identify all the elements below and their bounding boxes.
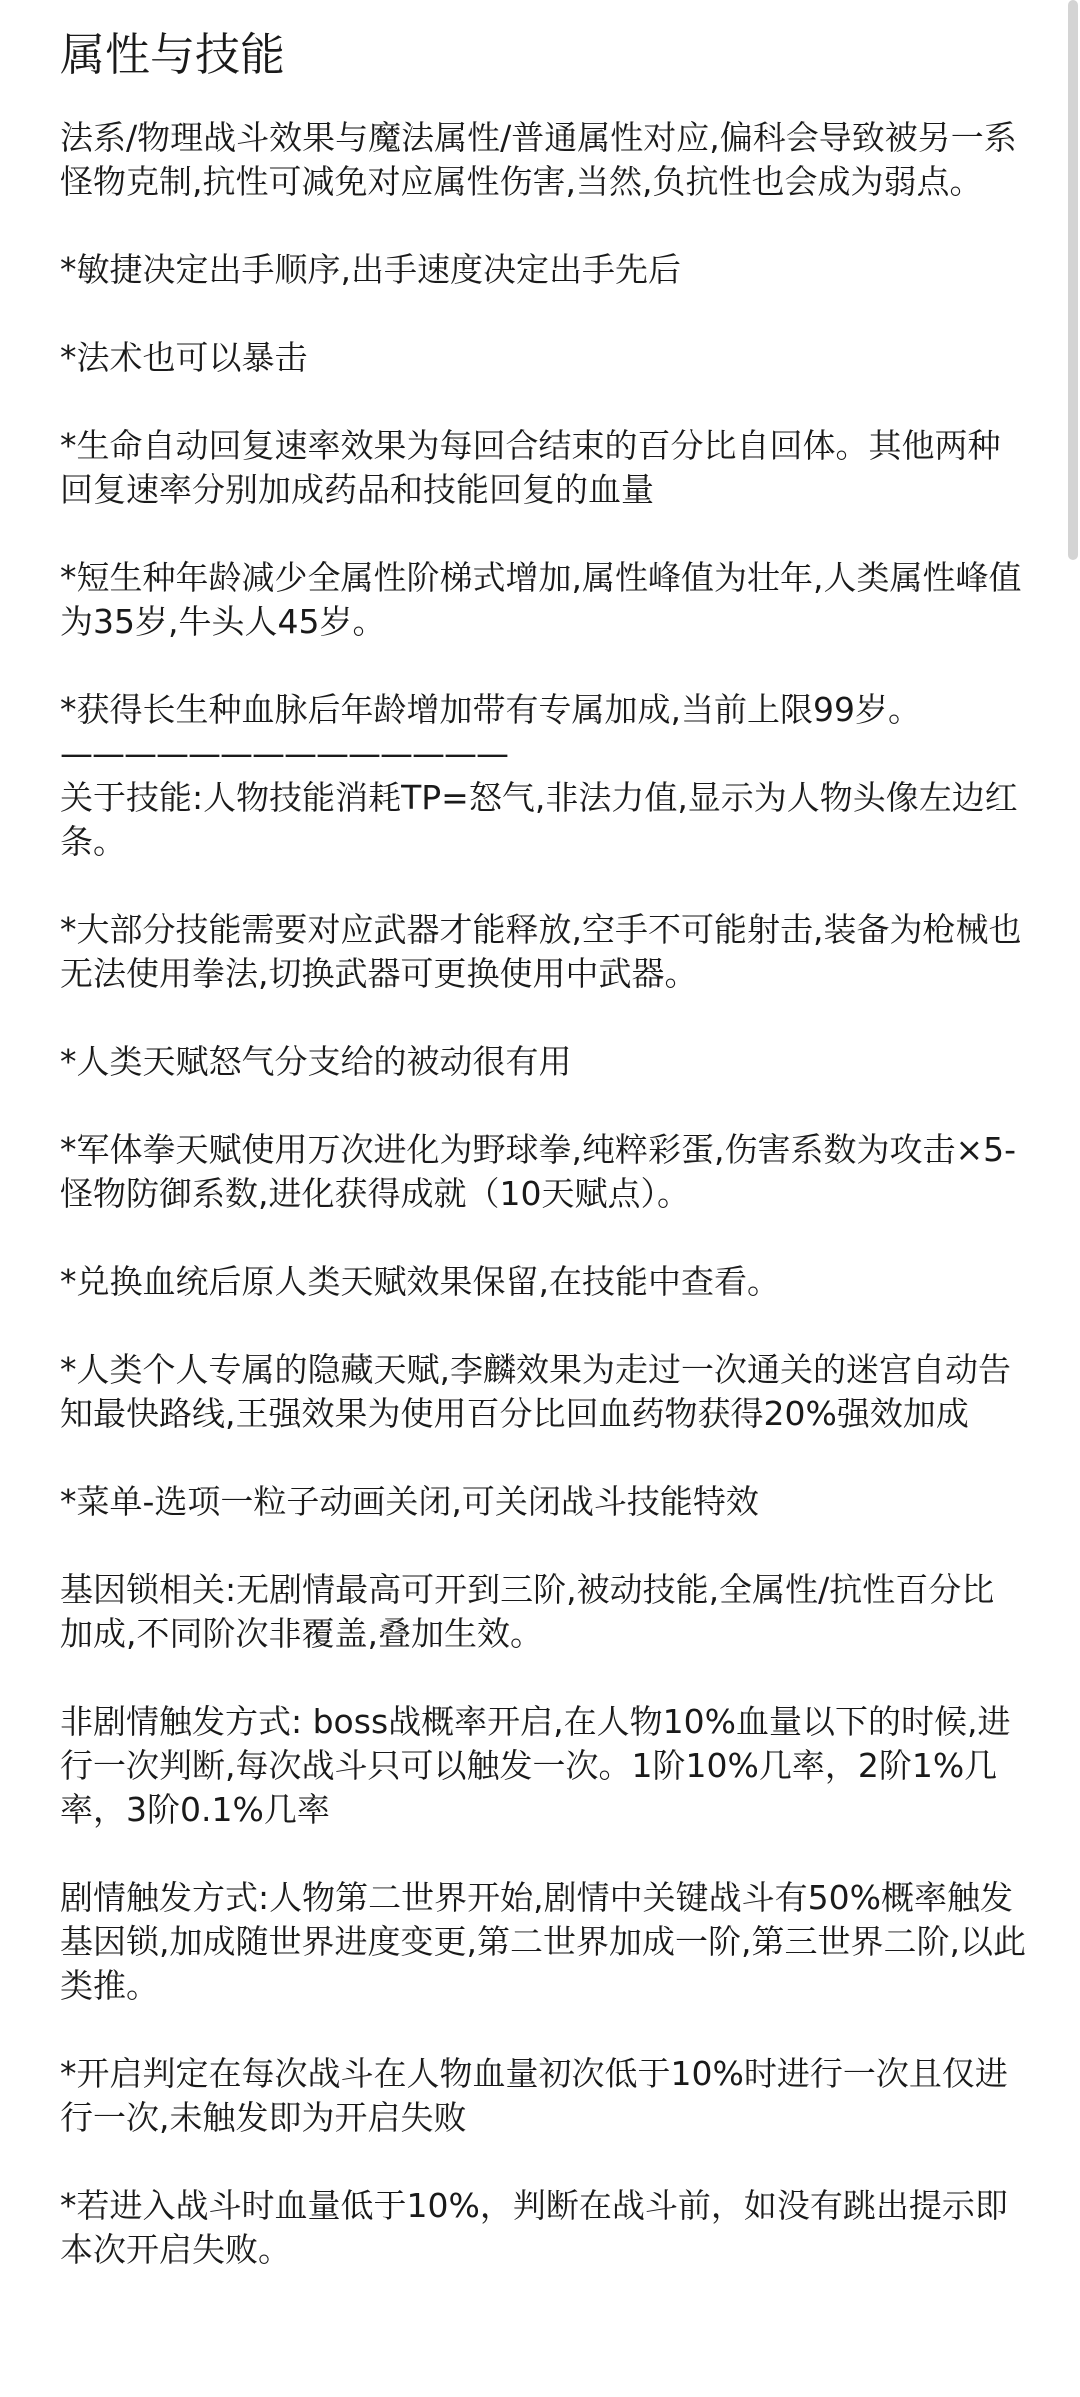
paragraph-age-long-lived: *获得长生种血脉后年龄增加带有专属加成,当前上限99岁。 [60,690,921,729]
paragraph-skills-intro: 关于技能:人物技能消耗TP=怒气,非法力值,显示为人物头像左边红条。 [60,778,1018,861]
scrollbar-thumb[interactable] [1068,0,1078,560]
paragraph-gene-lock: 基因锁相关:无剧情最高可开到三阶,被动技能,全属性/抗性百分比加成,不同阶次非覆盖,叠加生效。 [60,1570,995,1653]
paragraph-regen: *生命自动回复速率效果为每回合结束的百分比自回体。其他两种回复速率分别加成药品和技能回复的血量 [60,426,1001,509]
paragraph-hidden-talent: *人类个人专属的隐藏天赋,李麟效果为走过一次通关的迷宫自动告知最快路线,王强效果为使用百分比回血药物获得20%强效加成 [60,1350,1011,1433]
paragraph-spell-crit: *法术也可以暴击 [60,338,308,377]
document-body [60,116,1026,2272]
paragraph-bloodline-exchange: *兑换血统后原人类天赋效果保留,在技能中查看。 [60,1262,780,1301]
scrollbar[interactable] [1066,0,1080,2397]
page-title: 属性与技能 [60,28,286,81]
paragraph-attributes-intro: 法系/物理战斗效果与魔法属性/普通属性对应,偏科会导致被另一系怪物克制,抗性可减免对应属性伤害,当然,负抗性也会成为弱点。 [60,118,1017,201]
paragraph-agility: *敏捷决定出手顺序,出手速度决定出手先后 [60,250,681,289]
paragraph-story-trigger: 剧情触发方式:人物第二世界开始,剧情中关键战斗有50%概率触发基因锁,加成随世界进度变更,第二世界加成一阶,第三世界二阶,以此类推。 [60,1878,1026,2005]
text-divider: —————————————— [60,734,508,773]
paragraph-non-story-trigger: 非剧情触发方式: boss战概率开启,在人物10%血量以下的时候,进行一次判断,每次战斗只可以触发一次。1阶10%几率，2阶1%几率，3阶0.1%几率 [60,1702,1011,1829]
paragraph-age-short-lived: *短生种年龄减少全属性阶梯式增加,属性峰值为壮年,人类属性峰值为35岁,牛头人45岁。 [60,558,1022,641]
paragraph-trigger-check: *开启判定在每次战斗在人物血量初次低于10%时进行一次且仅进行一次,未触发即为开启失败 [60,2054,1008,2137]
paragraph-rage-branch: *人类天赋怒气分支给的被动很有用 [60,1042,572,1081]
paragraph-weapon-requirement: *大部分技能需要对应武器才能释放,空手不可能射击,装备为枪械也无法使用拳法,切换武器可更换使用中武器。 [60,910,1022,993]
paragraph-low-hp-entry: *若进入战斗时血量低于10%，判断在战斗前，如没有跳出提示即本次开启失败。 [60,2186,1008,2269]
paragraph-particle-option: *菜单-选项一粒子动画关闭,可关闭战斗技能特效 [60,1482,759,1521]
paragraph-military-fist: *军体拳天赋使用万次进化为野球拳,纯粹彩蛋,伤害系数为攻击×5-怪物防御系数,进化获得成就（10天赋点）。 [60,1130,1017,1213]
